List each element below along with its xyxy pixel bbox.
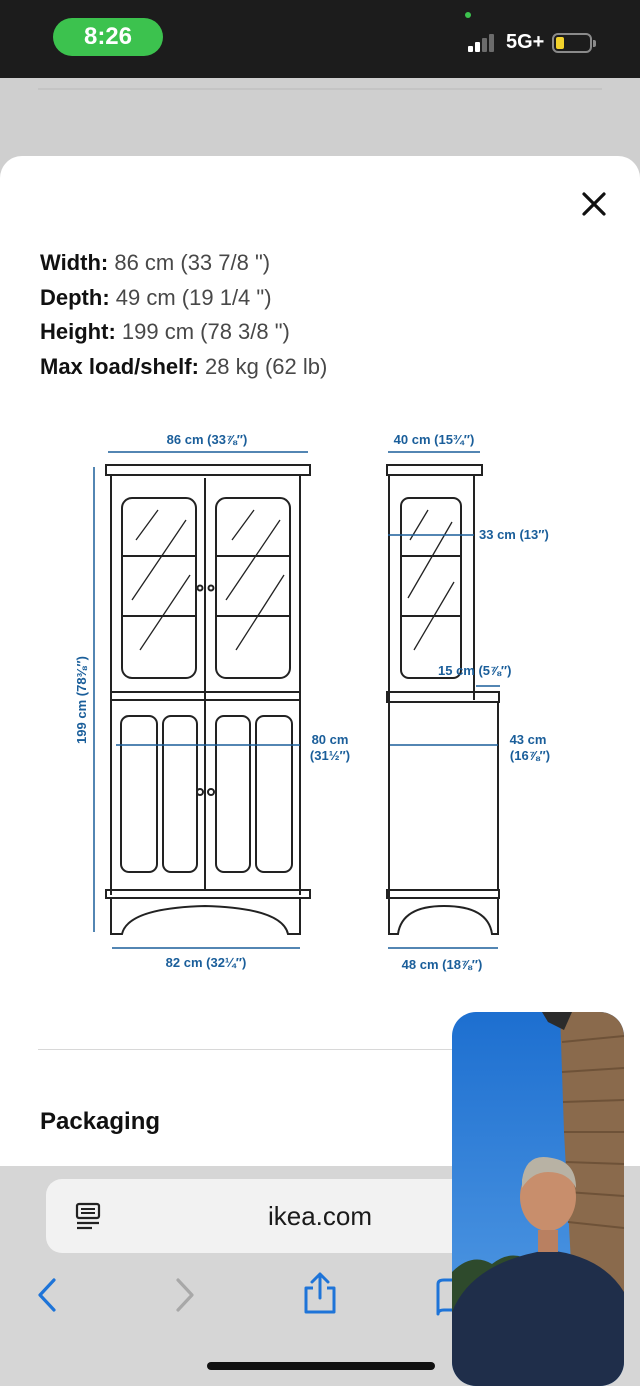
cabinet-dimension-diagram [70,426,570,986]
label-inner-depth-lower-imperial: (16⅞″) [509,748,551,763]
cabinet-front-view [106,465,310,934]
packaging-heading[interactable]: Packaging [40,1108,161,1135]
dimension-specs [40,246,327,384]
label-height: 199 cm (78⅜″) [74,656,89,744]
status-bar [0,0,640,78]
label-top-width: 86 cm (33⅞″) [166,432,248,447]
label-bottom-width: 82 cm (32¼″) [165,955,247,970]
home-indicator[interactable] [207,1362,435,1370]
spec-depth: Depth: 49 cm (19 1/4 ") [40,284,272,310]
cellular-signal-icon [468,34,500,52]
background-divider [38,88,602,90]
status-time: 8:26 [53,18,163,56]
url-text[interactable]: ikea.com [267,1201,373,1231]
spec-width: Width: 86 cm (33 7/8 ") [40,250,271,275]
back-icon[interactable] [34,1276,62,1314]
network-type: 5G+ [506,31,545,53]
spec-height: Height: 199 cm (78 3/8 ") [40,319,290,344]
spec-max-load: Max load/shelf: 28 kg (62 lb) [40,353,328,379]
privacy-indicator-dot [465,12,471,18]
forward-icon [170,1276,198,1314]
close-icon[interactable] [576,186,612,222]
label-inner-depth-upper: 33 cm (13″) [479,527,549,542]
label-inner-width: 80 cm [311,732,349,747]
video-call-pip[interactable] [452,1012,624,1386]
label-shelf-depth: 15 cm (5⅞″) [438,663,512,678]
label-inner-depth-lower: 43 cm [509,732,547,747]
label-bottom-depth: 48 cm (18⅞″) [401,957,483,972]
battery-icon [552,33,592,53]
label-inner-width-imperial: (31½″) [309,748,351,763]
label-side-top-depth: 40 cm (15¾″) [393,432,475,447]
share-icon[interactable] [300,1270,340,1316]
